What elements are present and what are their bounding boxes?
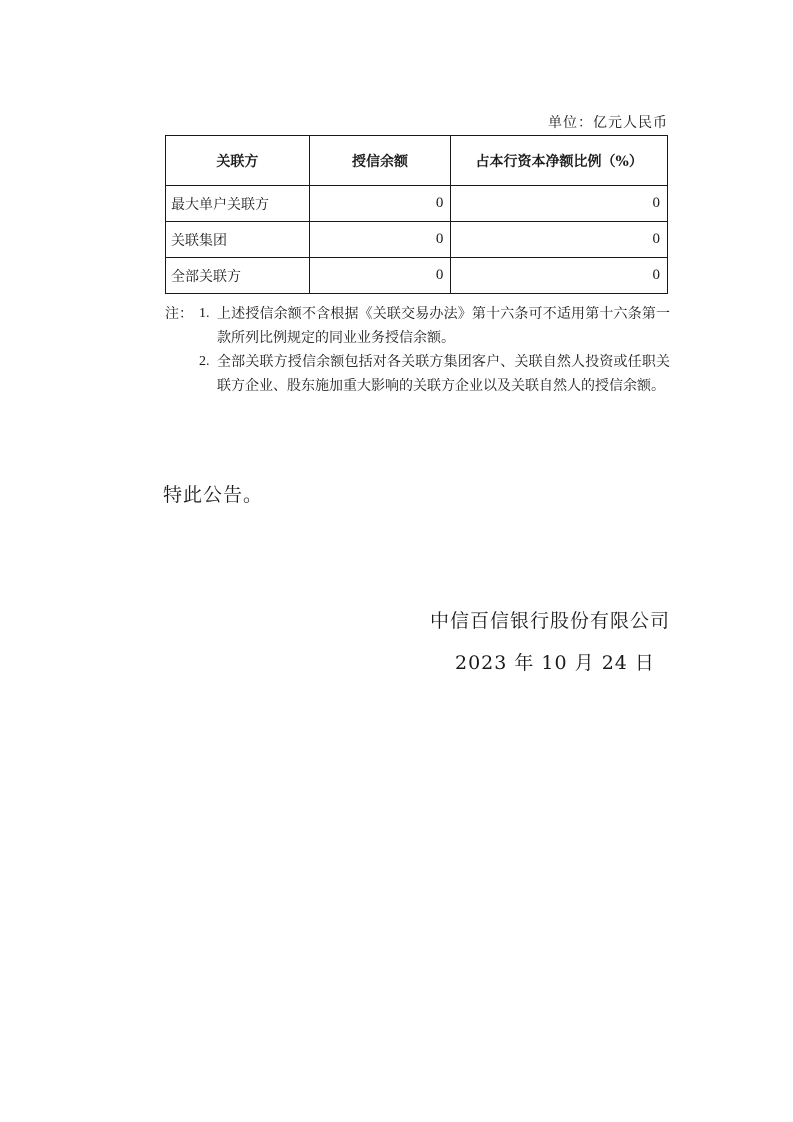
header-credit-balance: 授信余额 <box>309 136 451 186</box>
header-related-party: 关联方 <box>166 136 310 186</box>
row-ratio: 0 <box>451 258 668 294</box>
header-capital-ratio: 占本行资本净额比例（%） <box>451 136 668 186</box>
note-text: 上述授信余额不含根据《关联交易办法》第十六条可不适用第十六条第一款所列比例规定的同业业务授信余额。 <box>217 306 670 346</box>
note-item <box>165 302 670 350</box>
table-row <box>166 222 668 258</box>
related-party-table <box>165 135 668 294</box>
table-row <box>166 186 668 222</box>
note-number: 2. <box>199 354 210 369</box>
row-balance: 0 <box>309 258 451 294</box>
table-header-row <box>166 136 668 186</box>
notes-section <box>165 302 670 398</box>
row-ratio: 0 <box>451 222 668 258</box>
row-balance: 0 <box>309 222 451 258</box>
note-text: 全部关联方授信余额包括对各关联方集团客户、关联自然人投资或任职关联方企业、股东施加重大影响的关联方企业以及关联自然人的授信余额。 <box>217 354 670 394</box>
row-ratio: 0 <box>451 186 668 222</box>
row-name: 全部关联方 <box>166 258 310 294</box>
table-row <box>166 258 668 294</box>
announcement-date: 2023 年 10 月 24 日 <box>455 652 655 674</box>
row-name: 最大单户关联方 <box>166 186 310 222</box>
row-balance: 0 <box>309 186 451 222</box>
note-item <box>165 350 670 398</box>
row-name: 关联集团 <box>166 222 310 258</box>
note-number: 1. <box>199 306 210 321</box>
unit-label: 单位：亿元人民币 <box>548 115 668 131</box>
closing-statement: 特此公告。 <box>163 484 264 506</box>
company-signature: 中信百信银行股份有限公司 <box>429 610 670 632</box>
notes-lead: 注： <box>165 306 193 322</box>
